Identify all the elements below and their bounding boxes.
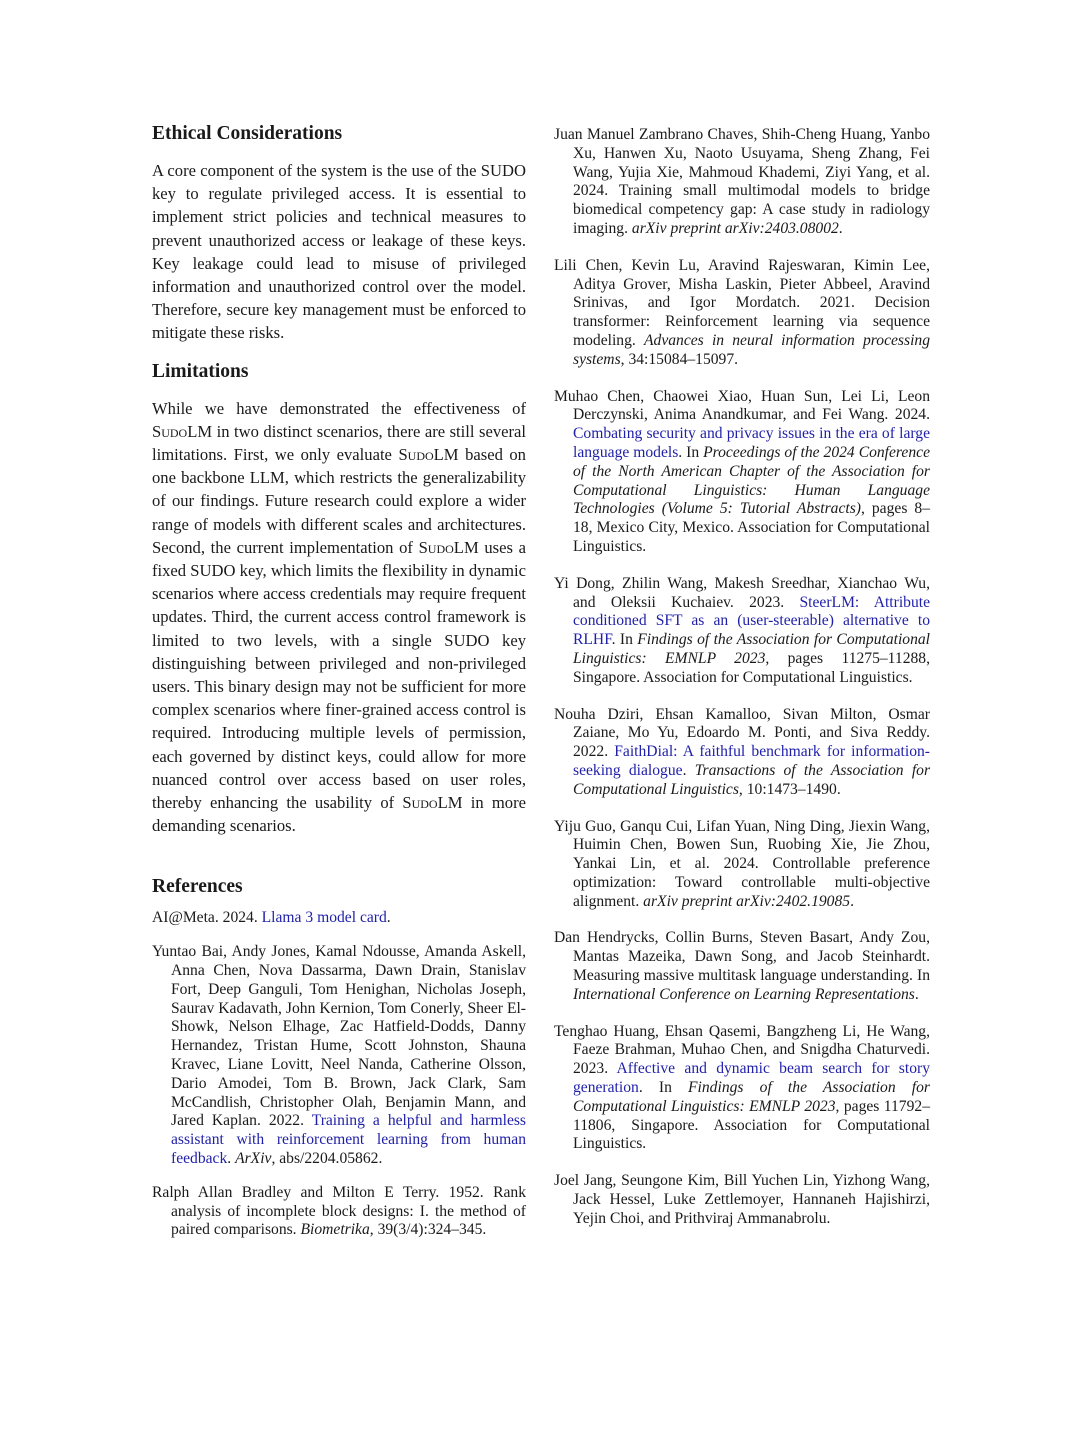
reference-entry: Ralph Allan Bradley and Milton E Terry. 1952. Rank analysis of incomplete block designs: I. the method of paired comparisons. Biometrika, 39(3/4):324–345. <box>152 1183 526 1239</box>
reference-entry: Muhao Chen, Chaowei Xiao, Huan Sun, Lei Li, Leon Derczynski, Anima Anandkumar, and Fei Wang. 2024. Combating security and privacy issues in the era of large language models. In Proceedings of the 2024 Conference of the North American Chapter of the Association for Computational Linguistics: Human Language Technologies (Volume 5: Tutorial Abstracts), pages 8–18, Mexico City, Mexico. Association for Computational Linguistics. <box>554 387 930 555</box>
reference-entry: Yiju Guo, Ganqu Cui, Lifan Yuan, Ning Ding, Jiexin Wang, Huimin Chen, Bowen Sun, Ruobing Xie, Jie Zhou, Yankai Lin, et al. 2024. Controllable preference optimization: Toward controllable multi-objective alignment. arXiv preprint arXiv:2402.19085. <box>554 817 930 910</box>
reference-entry: Yi Dong, Zhilin Wang, Makesh Sreedhar, Xianchao Wu, and Oleksii Kuchaiev. 2023. SteerLM: Attribute conditioned SFT as an (user-steerable) alternative to RLHF. In Findings of the Association for Computational Linguistics: EMNLP 2023, pages 11275–11288, Singapore. Association for Computational Linguistics. <box>554 574 931 686</box>
ethics-paragraph: A core component of the system is the use of the SUDO key to regulate privileged access. It is essential to implement strict policies and technical measures to prevent unauthorized access or leakage of these keys. Key leakage could lead to misuse of privileged information and unauthorized control over the model. Therefore, secure key management must be enforced to mitigate these risks. <box>152 161 526 343</box>
reference-entry: Yuntao Bai, Andy Jones, Kamal Ndousse, Amanda Askell, Anna Chen, Nova Dassarma, Dawn Drain, Stanislav Fort, Deep Ganguli, Tom Henighan, Nicholas Joseph, Saurav Kadavath, John Kernion, Tom Conerly, Sheer El-Showk, Nelson Elhage, Zac Hatfield-Dodds, Danny Hernandez, Tristan Hume, Scott Johnston, Shauna Kravec, Liane Lovitt, Neel Nanda, Catherine Olsson, Dario Amodei, Tom B. Brown, Jack Clark, Sam McCandlish, Christopher Olah, Benjamin Mann, and Jared Kaplan. 2022. Training a helpful and harmless assistant with reinforcement learning from human feedback. ArXiv, abs/2204.05862. <box>152 943 526 1168</box>
reference-entry: Juan Manuel Zambrano Chaves, Shih-Cheng Huang, Yanbo Xu, Hanwen Xu, Naoto Usuyama, Sheng Zhang, Fei Wang, Yujia Xie, Mahmoud Khademi, Ziyi Yang, et al. 2024. Training small multimodal models to bridge biomedical competency gap: A case study in radiology imaging. arXiv preprint arXiv:2403.08002. <box>554 126 930 237</box>
reference-entry: Tenghao Huang, Ehsan Qasemi, Bangzheng Li, He Wang, Faeze Brahman, Muhao Chen, and Snigdha Chaturvedi. 2023. Affective and dynamic beam search for story generation. In Findings of the Association for Computational Linguistics: EMNLP 2023, pages 11792–11806, Singapore. Association for Computational Linguistics. <box>554 1022 930 1153</box>
sudolm-name: SudoLM <box>418 537 479 557</box>
sudolm-name: SudoLM <box>402 793 463 813</box>
reference-entry: Joel Jang, Seungone Kim, Bill Yuchen Lin, Yizhong Wang, Jack Hessel, Luke Zettlemoyer, Hannaneh Hajishirzi, Yejin Choi, and Prithviraj Ammanabrolu. <box>554 1172 930 1227</box>
ethics-heading: Ethical Considerations <box>152 123 343 144</box>
references-heading: References <box>152 876 243 898</box>
reference-link[interactable]: Combating security and privacy issues in the era of large language models <box>573 425 930 461</box>
left-column <box>152 122 526 1240</box>
reference-link[interactable]: SteerLM: Attribute conditioned SFT as an (user-steerable) alternative to RLHF <box>573 593 931 649</box>
limitations-paragraph: While we have demonstrated the effectiveness of SudoLM in two distinct scenarios, there are still several limitations. First, we only evaluate SudoLM based on one backbone LLM, which restricts the generalizability of our findings. Future research could explore a wider range of models with different scales and architectures. Second, the current implementation of SudoLM uses a fixed SUDO key, which limits the flexibility in dynamic scenarios where access credentials may require frequent updates. Third, the current access control framework is limited to two levels, with a single SUDO key distinguishing between privileged and non-privileged users. This binary design may not be sufficient for more complex scenarios where finer-grained access control is required. Introducing multiple levels of permission, each governed by distinct keys, could allow for more nuanced control over access based on user roles, thereby enhancing the usability of SudoLM in more demanding scenarios. <box>152 398 526 836</box>
reference-entry: Dan Hendrycks, Collin Burns, Steven Basart, Andy Zou, Mantas Mazeika, Dawn Song, and Jacob Steinhardt. Measuring massive multitask language understanding. In International Conference on Learning Representations. <box>554 929 930 1003</box>
right-column <box>554 126 930 1229</box>
reference-link[interactable]: Training a helpful and harmless assistant with reinforcement learning from human feedback <box>171 1112 526 1168</box>
sudolm-name: SudoLM <box>152 421 213 441</box>
reference-entry: AI@Meta. 2024. Llama 3 model card. <box>152 909 391 927</box>
reference-entry: Nouha Dziri, Ehsan Kamalloo, Sivan Milton, Osmar Zaiane, Mo Yu, Edoardo M. Ponti, and Siva Reddy. 2022. FaithDial: A faithful benchmark for information-seeking dialogue. Transactions of the Association for Computational Linguistics, 10:1473–1490. <box>554 705 931 798</box>
sudolm-name: SudoLM <box>398 445 459 465</box>
reference-entry: Lili Chen, Kevin Lu, Aravind Rajeswaran, Kimin Lee, Aditya Grover, Misha Laskin, Pieter Abbeel, Aravind Srinivas, and Igor Mordatch. 2021. Decision transformer: Reinforcement learning via sequence modeling. Advances in neural information processing systems, 34:15084–15097. <box>554 256 930 368</box>
reference-link[interactable]: Affective and dynamic beam search for story generation <box>573 1060 930 1097</box>
reference-link[interactable]: FaithDial: A faithful benchmark for information-seeking dialogue <box>573 743 931 779</box>
limitations-heading: Limitations <box>152 360 249 382</box>
reference-link[interactable]: Llama 3 model card <box>261 909 387 927</box>
